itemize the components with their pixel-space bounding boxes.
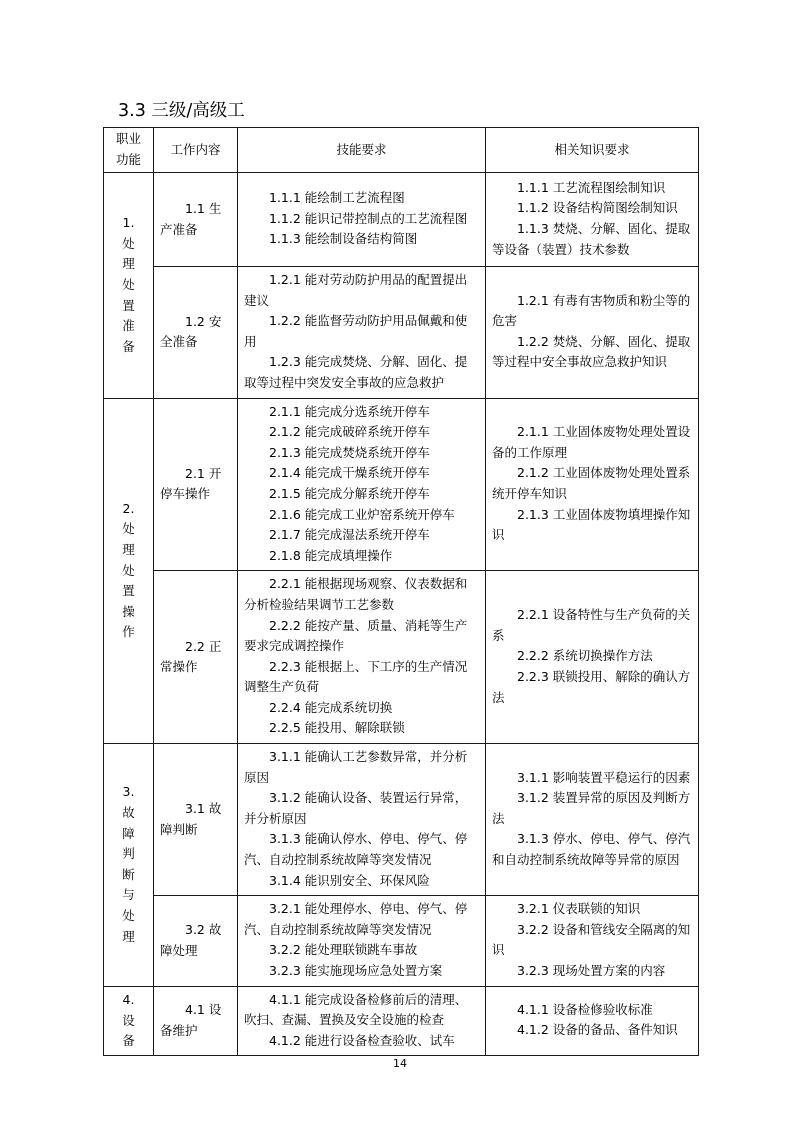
header-skills: 技能要求 [238,128,486,173]
domain-char: 理 [122,256,135,272]
knowledge-item: 2.2.3 联锁投用、解除的确认方法 [492,668,691,705]
skill-item: 3.2.2 能处理联锁跳车事故 [269,942,418,958]
work-content-name: 1.2 安全准备 [160,313,222,350]
knowledge-item: 4.1.1 设备检修验收标准 [517,1001,653,1017]
domain-cell [104,398,154,744]
skills-cell [238,267,486,399]
domain-char: 操 [122,603,135,619]
domain-number: 4. [122,992,135,1008]
header-content: 工作内容 [154,128,238,173]
skill-item: 1.2.3 能完成焚烧、分解、固化、提取等过程中突发安全事故的应急救护 [244,354,468,390]
skill-item: 2.2.1 能根据现场观察、仪表数据和分析检验结果调节工艺参数 [244,576,468,612]
domain-char: 处 [122,562,135,578]
work-content-name: 3.1 故障判断 [160,801,222,837]
knowledge-item: 1.1.3 焚烧、分解、固化、提取等设备（装置）技术参数 [492,221,691,257]
table-row [104,173,699,267]
skill-item: 2.1.8 能完成填埋操作 [269,547,393,563]
domain-char: 作 [122,624,135,640]
skills-table [103,127,699,1056]
domain-char: 理 [122,928,135,944]
domain-number: 3. [122,784,135,800]
skill-item: 3.1.3 能确认停水、停电、停气、停汽、自动控制系统故障等突发情况 [244,831,468,868]
knowledge-item: 3.1.2 装置异常的原因及判断方法 [492,790,691,826]
skill-item: 3.1.4 能识别安全、环保风险 [269,872,430,888]
knowledge-item: 3.1.1 影响装置平稳运行的因素 [517,769,691,785]
knowledge-item: 3.2.2 设备和管线安全隔离的知识 [492,921,691,958]
skill-item: 2.1.5 能完成分解系统开停车 [269,485,430,501]
domain-char: 处 [122,235,135,251]
work-content-cell [154,986,238,1056]
work-content-cell [154,173,238,267]
skills-cell [238,173,486,267]
table-row [104,267,699,399]
knowledge-cell [486,398,699,571]
table-row [104,896,699,986]
domain-cell [104,173,154,399]
skill-item: 4.1.2 能进行设备检查验收、试车 [269,1032,455,1048]
domain-char: 与 [122,887,135,903]
skill-item: 4.1.1 能完成设备检修前后的清理、吹扫、查漏、置换及安全设施的检查 [244,991,468,1028]
knowledge-cell [486,744,699,896]
page-number: 14 [393,1057,407,1070]
table-body [104,173,699,1056]
skills-cell [238,986,486,1056]
knowledge-item: 1.2.2 焚烧、分解、固化、提取等过程中安全事故应急救护知识 [492,333,691,370]
domain-char: 理 [122,541,135,557]
skill-item: 1.1.1 能绘制工艺流程图 [269,190,405,206]
knowledge-item: 1.1.2 设备结构简图绘制知识 [517,200,678,216]
skills-cell [238,398,486,571]
knowledge-item: 1.1.1 工艺流程图绘制知识 [517,179,666,195]
skills-cell [238,896,486,986]
skill-item: 2.2.2 能按产量、质量、消耗等生产要求完成调控操作 [244,617,468,654]
work-content-cell [154,744,238,896]
knowledge-item: 2.1.1 工业固体废物处理处置设备的工作原理 [492,424,691,460]
work-content-cell [154,267,238,399]
knowledge-item: 2.2.2 系统切换操作方法 [517,648,653,664]
work-content-cell [154,398,238,571]
skill-item: 1.2.2 能监督劳动防护用品佩戴和使用 [244,313,468,349]
skill-item: 2.2.5 能投用、解除联锁 [269,720,405,736]
skill-item: 2.2.3 能根据上、下工序的生产情况调整生产负荷 [244,658,468,695]
work-content-name: 3.2 故障处理 [160,922,222,958]
work-content-name: 2.2 正常操作 [160,638,222,675]
skill-item: 2.1.7 能完成湿法系统开停车 [269,527,430,543]
domain-cell [104,986,154,1056]
knowledge-item: 2.1.3 工业固体废物填埋操作知识 [492,506,691,543]
domain-cell [104,744,154,987]
knowledge-item: 3.2.1 仪表联锁的知识 [517,901,641,917]
skill-item: 2.1.1 能完成分选系统开停车 [269,403,430,419]
domain-char: 备 [122,338,135,354]
skill-item: 1.1.2 能识记带控制点的工艺流程图 [269,210,468,226]
table-row [104,744,699,896]
work-content-name: 2.1 开停车操作 [160,465,222,502]
domain-char: 准 [122,318,135,334]
skill-item: 1.2.1 能对劳动防护用品的配置提出建议 [244,272,468,308]
skill-item: 3.1.2 能确认设备、装置运行异常，并分析原因 [244,790,468,826]
table-row [104,398,699,571]
knowledge-cell [486,267,699,399]
domain-char: 判 [122,846,135,862]
skills-cell [238,571,486,744]
skills-cell [238,744,486,896]
section-title: 3.3 三级/高级工 [118,101,245,121]
work-content-name: 1.1 生产准备 [160,200,222,237]
domain-char: 故 [122,805,135,821]
skill-item: 2.1.4 能完成干燥系统开停车 [269,465,430,481]
skill-item: 3.2.1 能处理停水、停电、停气、停汽、自动控制系统故障等突发情况 [244,901,468,937]
table-row [104,986,699,1056]
work-content-cell [154,896,238,986]
header-knowledge: 相关知识要求 [486,128,699,173]
skill-item: 1.1.3 能绘制设备结构简图 [269,231,418,247]
domain-char: 障 [122,825,135,841]
knowledge-item: 3.1.3 停水、停电、停气、停汽和自动控制系统故障等异常的原因 [492,831,691,868]
domain-number: 2. [122,500,135,516]
domain-char: 处 [122,908,135,924]
domain-char: 处 [122,521,135,537]
knowledge-item: 1.2.1 有毒有害物质和粉尘等的危害 [492,292,691,329]
knowledge-cell [486,571,699,744]
domain-char: 设 [122,1012,135,1028]
skill-item: 2.1.6 能完成工业炉窑系统开停车 [269,506,455,522]
domain-char: 备 [122,1033,135,1049]
skill-item: 2.1.3 能完成焚烧系统开停车 [269,444,430,460]
knowledge-cell [486,896,699,986]
skill-item: 3.1.1 能确认工艺参数异常，并分析原因 [244,749,468,785]
table-row [104,571,699,744]
skill-item: 2.1.2 能完成破碎系统开停车 [269,424,430,440]
domain-char: 置 [122,297,135,313]
work-content-cell [154,571,238,744]
domain-char: 断 [122,866,135,882]
header-row [104,128,699,173]
knowledge-item: 3.2.3 现场处置方案的内容 [517,963,666,978]
skill-item: 2.2.4 能完成系统切换 [269,699,393,715]
domain-number: 1. [122,215,135,231]
knowledge-item: 4.1.2 设备的备品、备件知识 [517,1022,678,1038]
domain-char: 处 [122,276,135,292]
header-domain: 职业功能 [104,128,154,173]
knowledge-item: 2.1.2 工业固体废物处理处置系统开停车知识 [492,465,691,501]
skill-item: 3.2.3 能实施现场应急处置方案 [269,963,443,978]
domain-char: 置 [122,583,135,599]
work-content-name: 4.1 设备维护 [160,1002,222,1038]
knowledge-cell [486,986,699,1056]
knowledge-cell [486,173,699,267]
knowledge-item: 2.2.1 设备特性与生产负荷的关系 [492,607,691,643]
